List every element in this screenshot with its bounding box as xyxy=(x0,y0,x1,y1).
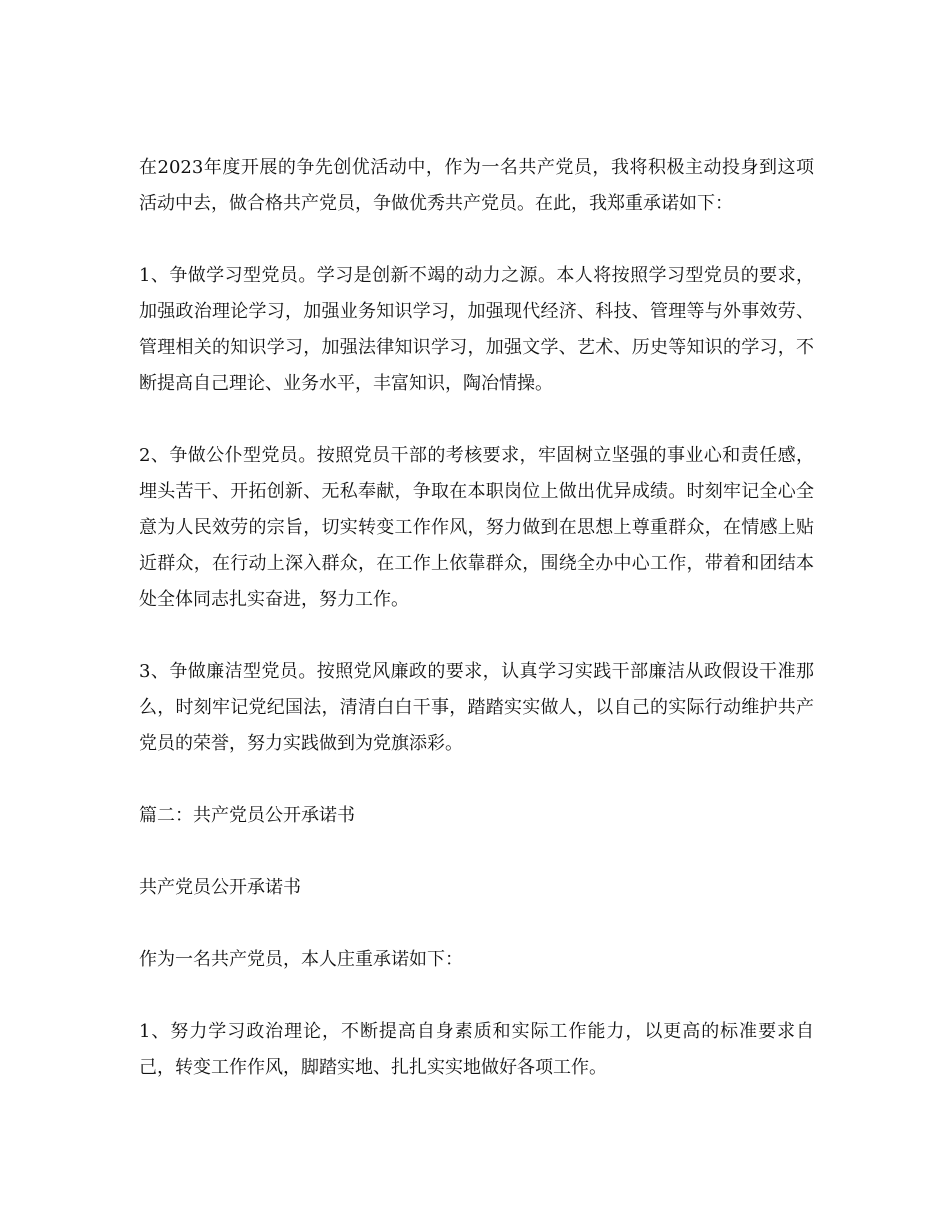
document-body xyxy=(139,150,814,1086)
commitment-paragraph-2: 2、争做公仆型党员。按照党员干部的考核要求，牢固树立坚强的事业心和责任感，埋头苦干、开拓创新、无私奉献，争取在本职岗位上做出优异成绩。时刻牢记全心全意为人民效劳的宗旨，切实转变工作作风，努力做到在思想上尊重群众，在情感上贴近群众，在行动上深入群众，在工作上依靠群众，围绕全办中心工作，带着和团结本处全体同志扎实奋进，努力工作。 xyxy=(139,445,814,610)
pledge-item-1: 1、努力学习政治理论，不断提高自身素质和实际工作能力，以更高的标准要求自己，转变工作作风，脚踏实地、扎扎实实地做好各项工作。 xyxy=(139,1021,814,1078)
paragraph-gap xyxy=(139,222,814,258)
paragraph-gap xyxy=(139,978,814,1014)
paragraph-gap xyxy=(139,762,814,798)
intro-paragraph: 在2023年度开展的争先创优活动中，作为一名共产党员，我将积极主动投身到这项活动中去，做合格共产党员，争做优秀共产党员。在此，我郑重承诺如下： xyxy=(139,157,814,214)
paragraph-gap xyxy=(139,402,814,438)
paragraph-gap xyxy=(139,906,814,942)
pledge-intro: 作为一名共产党员，本人庄重承诺如下： xyxy=(139,949,463,970)
paragraph-gap xyxy=(139,834,814,870)
commitment-paragraph-3: 3、争做廉洁型党员。按照党风廉政的要求，认真学习实践干部廉洁从政假设干准那么，时刻牢记党纪国法，清清白白干事，踏踏实实做人，以自己的实际行动维护共产党员的荣誉，努力实践做到为党旗添彩。 xyxy=(139,661,814,754)
paragraph-gap xyxy=(139,618,814,654)
commitment-paragraph-1: 1、争做学习型党员。学习是创新不竭的动力之源。本人将按照学习型党员的要求，加强政治理论学习，加强业务知识学习，加强现代经济、科技、管理等与外事效劳、管理相关的知识学习，加强法律知识学习，加强文学、艺术、历史等知识的学习，不断提高自己理论、业务水平，丰富知识，陶冶情操。 xyxy=(139,265,814,394)
document-title: 共产党员公开承诺书 xyxy=(139,877,301,898)
section-heading: 篇二：共产党员公开承诺书 xyxy=(139,805,355,826)
